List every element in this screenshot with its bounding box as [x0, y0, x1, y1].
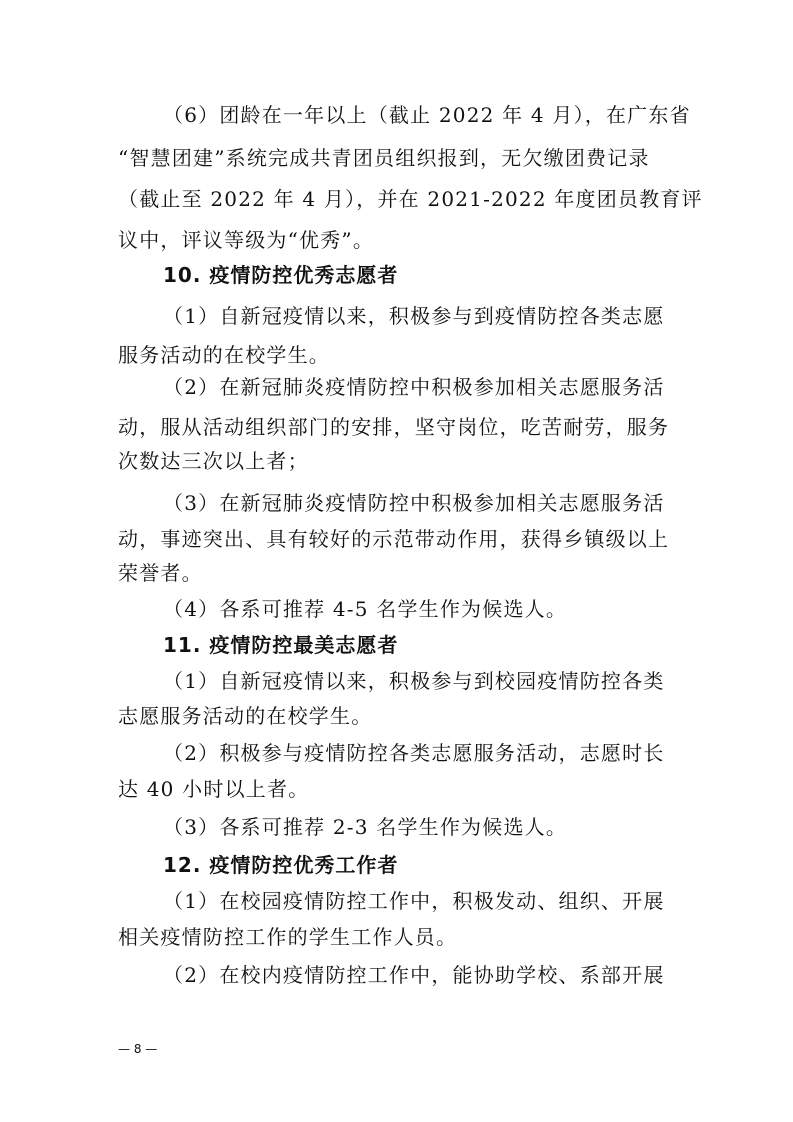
paragraph-line: 次数达三次以上者； [118, 449, 309, 473]
page-number: — 8 — [118, 1042, 158, 1056]
section-heading-11: 11. 疫情防控最美志愿者 [163, 633, 399, 657]
paragraph-line: 服务活动的在校学生。 [118, 343, 330, 367]
paragraph-line: （2）积极参与疫情防控各类志愿服务活动，志愿时长 [163, 741, 665, 765]
section-heading-12: 12. 疫情防控优秀工作者 [163, 853, 399, 877]
paragraph-line: （1）自新冠疫情以来，积极参与到疫情防控各类志愿 [163, 304, 665, 328]
paragraph-line: （1）在校园疫情防控工作中，积极发动、组织、开展 [163, 889, 665, 913]
paragraph-line: 达 40 小时以上者。 [118, 777, 310, 801]
paragraph-line: 荣誉者。 [118, 561, 203, 585]
paragraph-line: （3）各系可推荐 2-3 名学生作为候选人。 [163, 815, 568, 839]
paragraph-line: （1）自新冠疫情以来，积极参与到校园疫情防控各类 [163, 669, 665, 693]
paragraph-line: “智慧团建”系统完成共青团员组织报到，无欠缴团费记录 [118, 146, 650, 170]
paragraph-line: （2）在新冠肺炎疫情防控中积极参加相关志愿服务活 [163, 375, 665, 399]
paragraph-line: 相关疫情防控工作的学生工作人员。 [118, 925, 458, 949]
paragraph-line: 议中，评议等级为“优秀”。 [118, 228, 375, 252]
paragraph-line: （截止至 2022 年 4 月），并在 2021-2022 年度团员教育评 [118, 187, 703, 211]
paragraph-line: （2）在校内疫情防控工作中，能协助学校、系部开展 [163, 963, 665, 987]
paragraph-line: （3）在新冠肺炎疫情防控中积极参加相关志愿服务活 [163, 491, 665, 515]
paragraph-line: （6）团龄在一年以上（截止 2022 年 4 月），在广东省 [163, 103, 691, 127]
paragraph-line: 志愿服务活动的在校学生。 [118, 704, 373, 728]
paragraph-line: 动，服从活动组织部门的安排，坚守岗位，吃苦耐劳，服务 [118, 415, 670, 439]
paragraph-line: （4）各系可推荐 4-5 名学生作为候选人。 [163, 597, 568, 621]
section-heading-10: 10. 疫情防控优秀志愿者 [163, 263, 399, 287]
paragraph-line: 动，事迹突出、具有较好的示范带动作用，获得乡镇级以上 [118, 527, 670, 551]
